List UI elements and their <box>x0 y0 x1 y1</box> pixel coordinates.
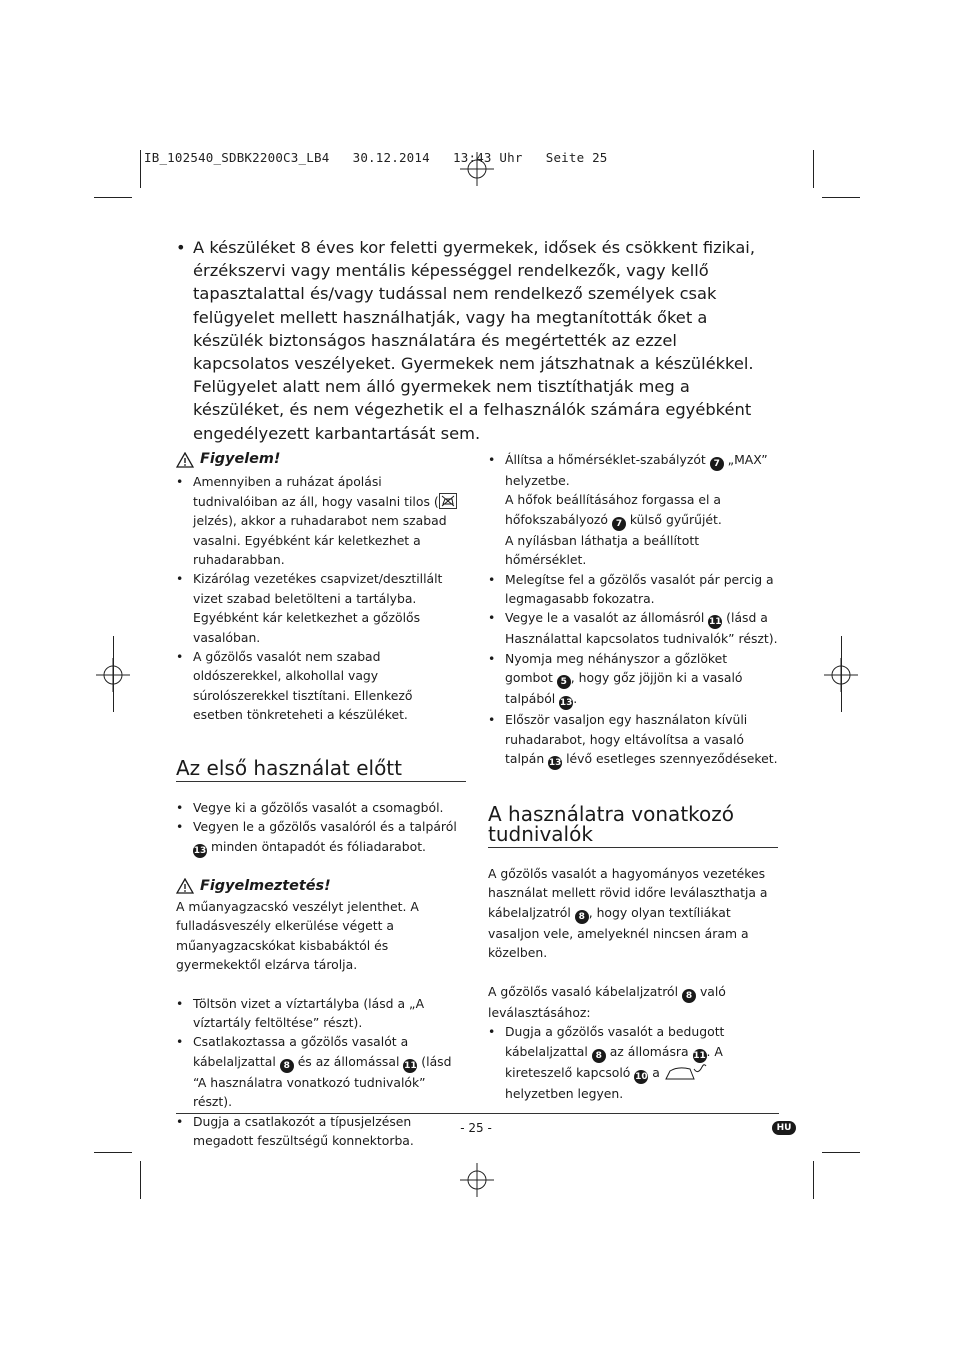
crop-mark <box>140 1161 141 1199</box>
item-text: Melegítse fel a gőzölős vasalót pár percig a legmagasabb fokozatra. <box>505 571 774 607</box>
item-text: Állítsa a hőmérséklet-szabályzót <box>505 452 710 467</box>
footer-rule <box>176 1113 779 1114</box>
crop-mark <box>822 1152 860 1153</box>
item-text: Először vasaljon egy használaton kívüli ruhadarabot, hogy eltávolítsa a vasaló talpán <box>505 712 748 767</box>
list-item <box>488 608 778 648</box>
item-text: (lásd a Használattal kapcsolatos tudnivalók” részt). <box>505 610 778 647</box>
item-text: Dugja a csatlakozót a típusjelzésen megadott feszültségű konnektorba. <box>193 1113 414 1148</box>
number-13-badge: 13 <box>559 698 573 709</box>
item-text: és az állomással <box>293 1053 404 1069</box>
crop-mark <box>140 150 141 188</box>
item-text: helyzetben legyen. <box>505 1085 624 1101</box>
list-item <box>176 817 466 857</box>
section-heading: Az első használat előtt <box>176 758 466 782</box>
crop-mark <box>94 1152 132 1153</box>
item-text: Dugja a gőzölős vasalót a bedugott kábelaljzattal <box>505 1024 725 1059</box>
item-text: A nyílásban láthatja a beállított hőmérséklet. <box>505 532 700 568</box>
item-text: Vegyen le a gőzölős vasalóról és a talpáról <box>193 819 457 835</box>
item-text: , hogy gőz jöjjön ki a vasaló talpából <box>505 670 743 707</box>
item-text: „MAX” helyzetbe. <box>505 452 768 488</box>
list-item <box>488 649 778 710</box>
list-item <box>176 1032 466 1111</box>
list-item <box>176 994 466 1033</box>
item-text: Kizárólag vezetékes csapvizet/desztillált vizet szabad beletölteni a tartályba. Egyébként kár keletkezhet a gőzölős vasalóban. <box>193 571 443 645</box>
right-column <box>488 450 778 1103</box>
item-text: lévő esetleges szennyeződéseket. <box>562 751 778 767</box>
warning-text: A műanyagzacskó veszélyt jelenthet. A fulladásveszély elkerülése végett a műanyagzacskókat kisbabáktól és gyermekektől elzárva tárolja. <box>176 898 419 973</box>
number-8-badge: 8 <box>575 910 589 924</box>
crop-mark <box>841 636 842 712</box>
para-text: , hogy olyan textíliákat vasaljon vele, amelyeknél nincsen áram a közelben. <box>488 904 749 961</box>
item-text: Csatlakoztassa a gőzölős vasalót a kábelaljzattal <box>193 1034 409 1069</box>
number-5-badge: 5 <box>557 675 571 689</box>
iron-unlock-icon <box>664 1063 708 1081</box>
item-text: Nyomja meg néhányszor a gőzlöket gombot <box>505 650 728 686</box>
warning-title: Figyelem! <box>200 451 281 467</box>
list-item <box>488 1022 778 1103</box>
paragraph <box>488 864 778 963</box>
warning-triangle-icon <box>176 878 194 894</box>
crop-mark <box>113 636 114 712</box>
list-item <box>176 569 466 647</box>
page-number: - 25 - <box>460 1121 492 1135</box>
item-text: az állomásra <box>605 1043 693 1059</box>
para-text: való leválasztásához: <box>488 983 726 1020</box>
number-8-badge: 8 <box>280 1059 294 1073</box>
para-text: A gőzölős vasaló kábelaljzatról <box>488 983 682 999</box>
language-badge: HU <box>772 1121 796 1135</box>
setup-list <box>176 798 466 858</box>
print-slug: IB_102540_SDBK2200C3_LB4 30.12.2014 13:43 Uhr Seite 25 <box>144 150 608 165</box>
list-item <box>488 450 778 570</box>
item-text: A hőfok beállításához forgassa el a hőfokszabályozó <box>505 492 722 527</box>
list-item <box>176 647 466 725</box>
warning-list <box>176 472 466 724</box>
no-iron-icon <box>439 493 457 509</box>
crop-mark <box>813 150 814 188</box>
list-item <box>176 472 466 569</box>
item-text: A gőzölős vasalót nem szabad oldószerekkel, alkohollal vagy súrolószerekkel tisztítani. Ellenkező esetben tönkreteheti a készüléket. <box>193 649 413 723</box>
number-13-badge: 13 <box>193 845 207 856</box>
left-column <box>176 450 466 1150</box>
registration-mark-icon <box>460 152 494 186</box>
heat-list <box>488 450 778 770</box>
item-text: . <box>573 691 578 707</box>
item-text: (lásd “A használatra vonatkozó tudnivalók” részt). <box>193 1053 452 1110</box>
number-11-badge: 11 <box>693 1050 706 1061</box>
item-text: Vegye le a vasalót az állomásról <box>505 610 709 626</box>
list-item <box>176 1112 466 1151</box>
number-10-badge: 10 <box>635 1071 648 1082</box>
item-text: külső gyűrűjét. <box>625 511 722 527</box>
registration-mark-icon <box>460 1163 494 1197</box>
paragraph <box>488 982 778 1022</box>
item-text: minden öntapadót és fóliadarabot. <box>207 838 426 854</box>
crop-mark <box>94 197 132 198</box>
number-7-badge: 7 <box>612 517 626 531</box>
item-text: Vegye ki a gőzölős vasalót a csomagból. <box>193 799 444 815</box>
item-text: Amennyiben a ruházat ápolási tudnivalóiban az áll, hogy vasalni tilos ( <box>193 474 439 509</box>
crop-mark <box>813 1161 814 1199</box>
number-7-badge: 7 <box>710 457 724 471</box>
warning-triangle-icon <box>176 452 194 468</box>
list-item <box>488 710 778 770</box>
warning-title: Figyelmeztetés! <box>200 877 331 894</box>
number-8-badge: 8 <box>682 989 696 1003</box>
number-13-badge: 13 <box>548 758 562 769</box>
number-11-badge: 11 <box>404 1060 417 1071</box>
intro-bullet <box>176 236 776 445</box>
crop-mark <box>822 197 860 198</box>
number-8-badge: 8 <box>592 1049 606 1063</box>
item-text: jelzés), akkor a ruhadarabot nem szabad vasalni. Egyébként kár keletkezhet a ruhadarabban. <box>193 513 447 568</box>
list-item <box>488 570 778 609</box>
item-text: a <box>648 1064 664 1080</box>
intro-text: A készüléket 8 éves kor feletti gyermekek, idősek és csökkent fizikai, érzékszervi vagy mentális képességgel rendelkezők, vagy kellő tapasztalattal és/vagy tudással nem rendelkező személyek csak felügyelet mellett használhatják, vagy ha megtanították őket a készülék biztonságos használatára és megértették az ezzel kapcsolatos veszélyeket. Gyermekek nem játszhatnak a készülékkel. Felügyelet alatt nem álló gyermekek nem tisztíthatják meg a készüléket, és nem végezhetik el a felhasználók számára egyébként engedélyezett karbantartását sem. <box>193 238 756 443</box>
warning-heading <box>176 877 466 896</box>
number-11-badge: 11 <box>708 617 722 628</box>
para-text: A gőzölős vasalót a hagyományos vezetékes használat mellett rövid időre leválaszthatja a kábelaljzatról <box>488 866 768 920</box>
section-heading: A használatra vonatkozó tudnivalók <box>488 804 778 848</box>
list-item <box>176 798 466 817</box>
prepare-list <box>176 994 466 1151</box>
detach-list <box>488 1022 778 1103</box>
warning-heading <box>176 450 466 469</box>
bullet-dot: • <box>176 238 186 257</box>
item-text: . A kireteszelő kapcsoló <box>505 1043 723 1080</box>
item-text: Töltsön vizet a víztartályba (lásd a „A víztartály feltöltése” részt). <box>193 995 425 1030</box>
